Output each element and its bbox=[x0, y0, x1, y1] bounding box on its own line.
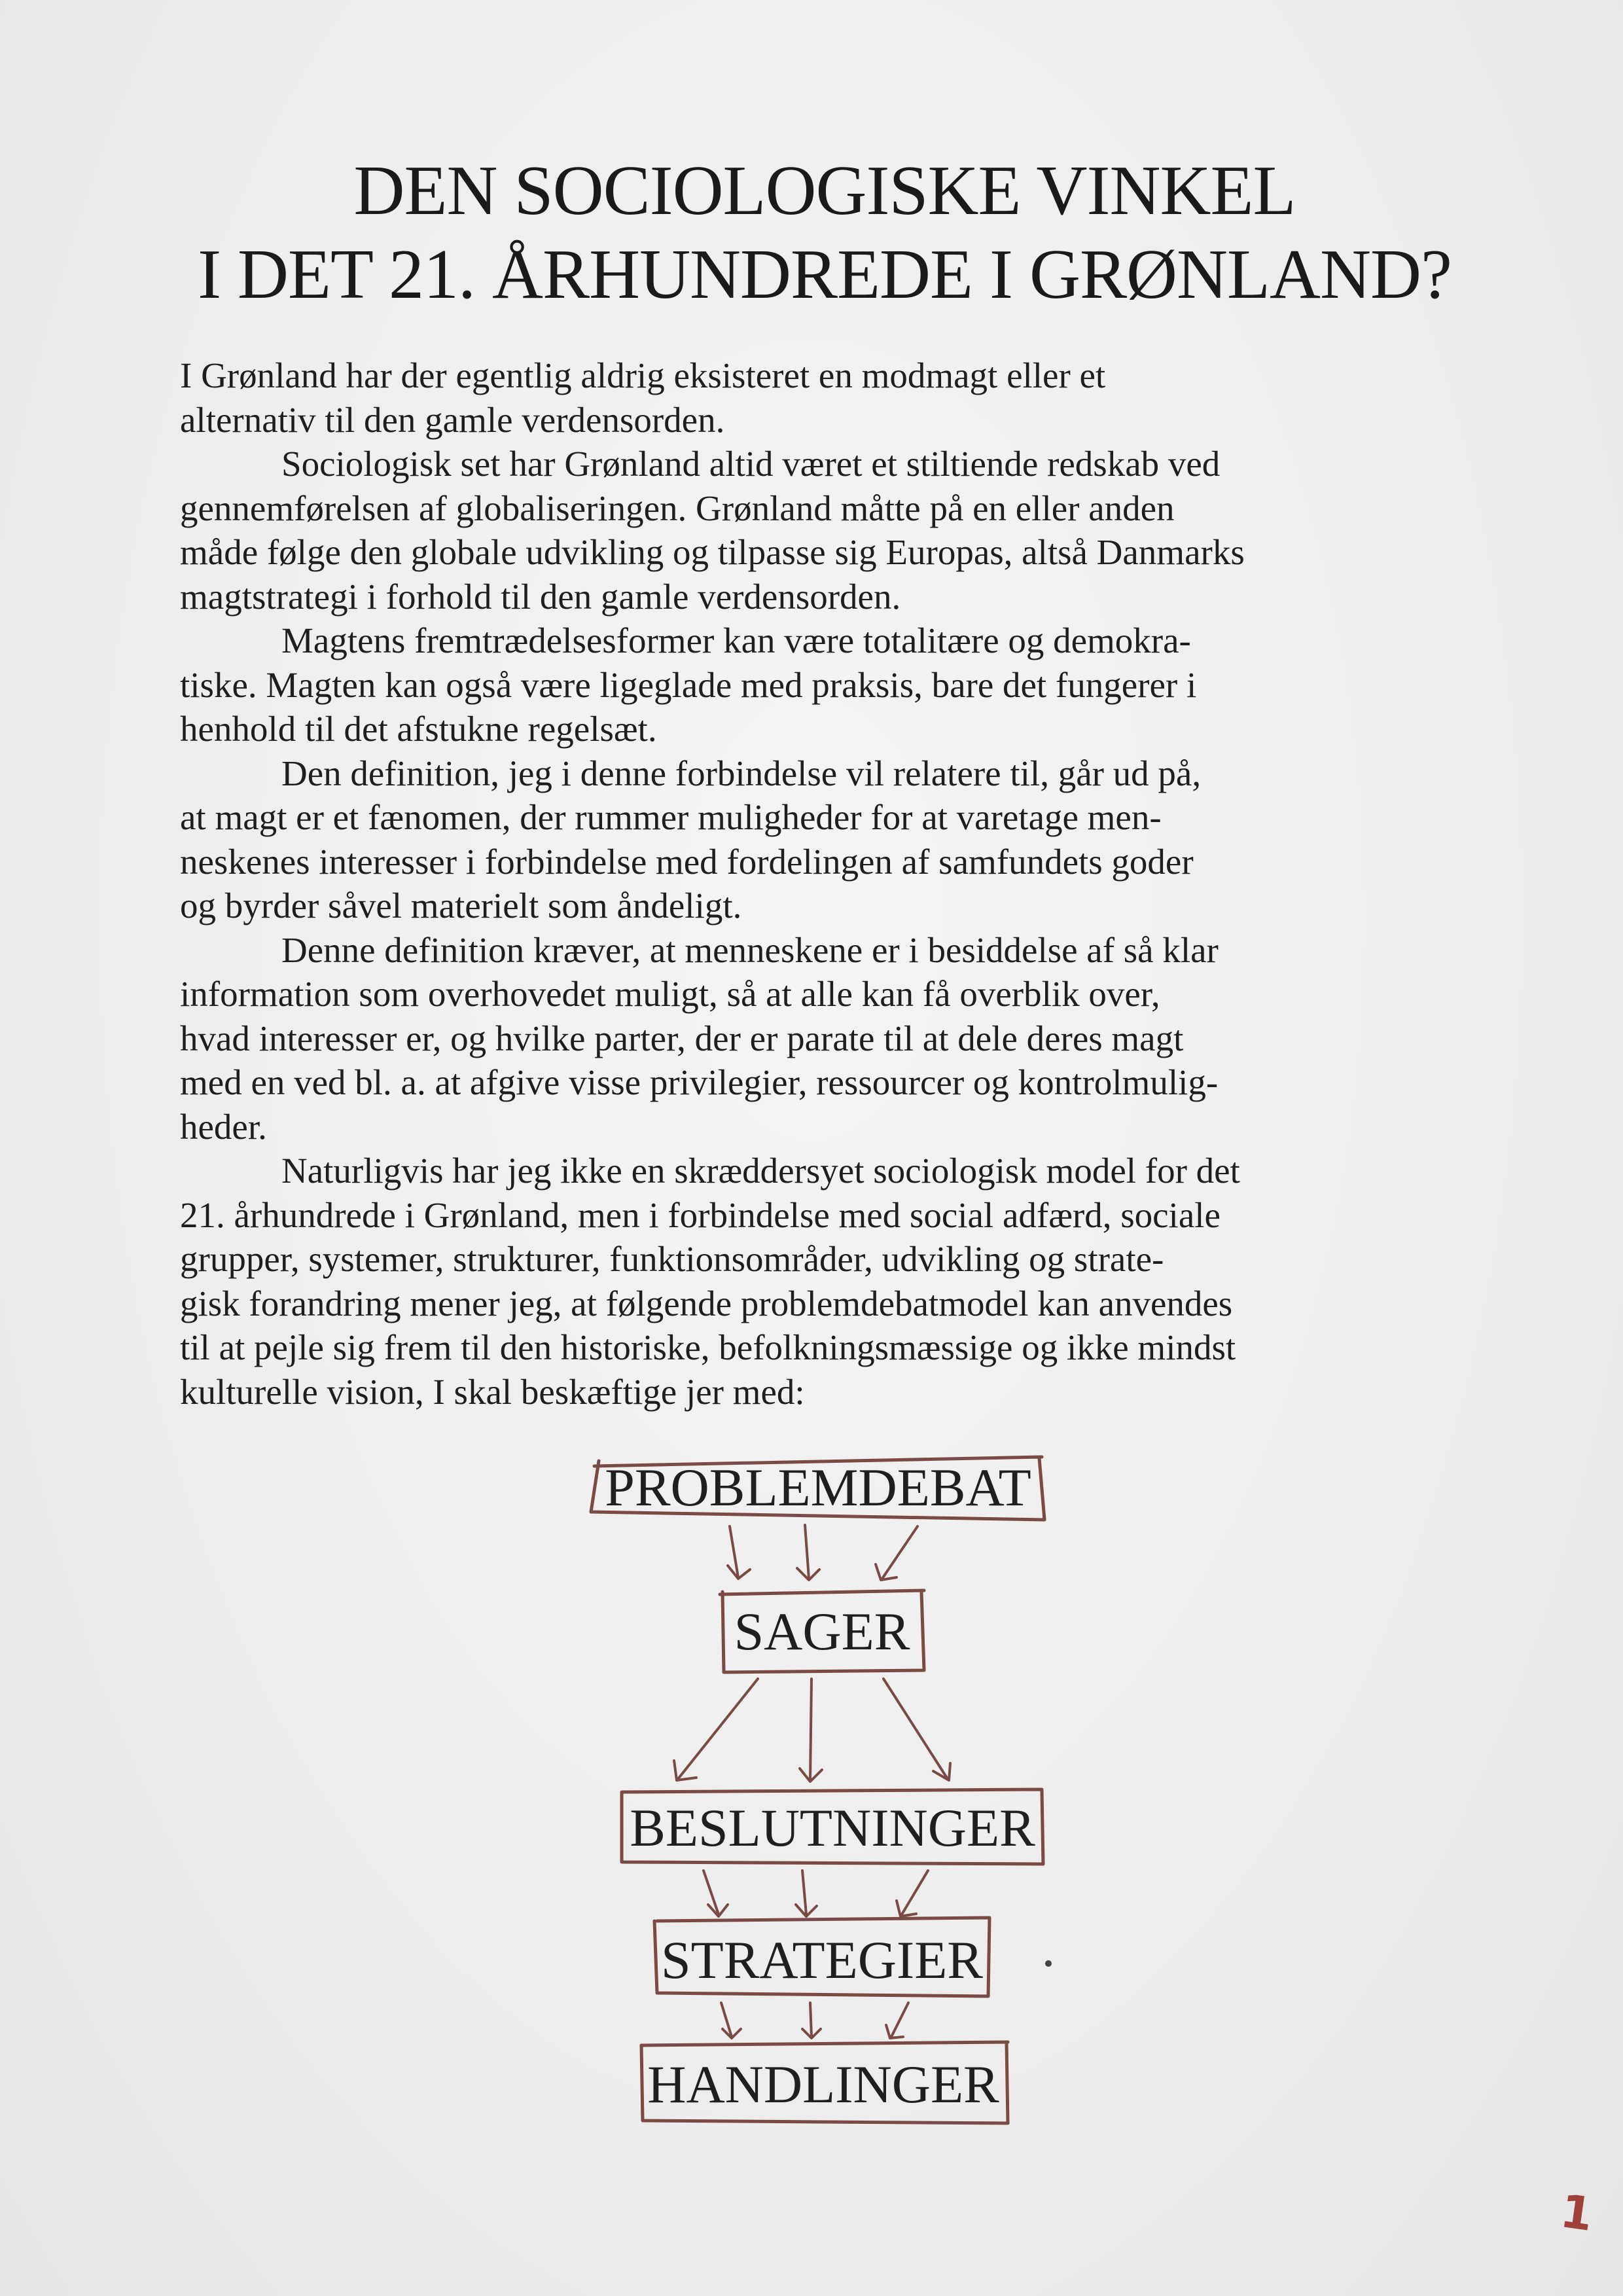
flow-node-sager: SAGER bbox=[734, 1602, 910, 1661]
text-line: og byrder såvel materielt som åndeligt. bbox=[180, 886, 742, 925]
flow-arrow bbox=[800, 1679, 822, 1782]
flow-arrow bbox=[886, 2003, 908, 2038]
paragraph-5 bbox=[180, 928, 1410, 1149]
flow-arrow bbox=[796, 1871, 817, 1916]
flow-arrow bbox=[674, 1679, 758, 1780]
flow-box-sager bbox=[720, 1590, 924, 1672]
flow-node-beslutninger: BESLUTNINGER bbox=[630, 1798, 1035, 1857]
text-line: gisk forandring mener jeg, at følgende problemdebatmodel kan anvendes bbox=[180, 1283, 1233, 1323]
text-line: at magt er et fænomen, der rummer muligheder for at varetage men- bbox=[180, 797, 1162, 837]
flow-arrow bbox=[897, 1871, 928, 1916]
flow-arrow bbox=[802, 2003, 821, 2038]
flow-arrow bbox=[728, 1526, 750, 1579]
text-line: Den definition, jeg i denne forbindelse vil relatere til, går ud på, bbox=[281, 753, 1202, 793]
page-number: 1 bbox=[1557, 2184, 1597, 2242]
text-line: Denne definition kræver, at menneskene er i besiddelse af så klar bbox=[281, 929, 1219, 970]
text-line: grupper, systemer, strukturer, funktionsområder, udvikling og strate- bbox=[180, 1239, 1164, 1279]
page-title bbox=[177, 149, 1472, 317]
text-line: gennemførelsen af globaliseringen. Grønland måtte på en eller anden bbox=[180, 488, 1175, 528]
flow-arrow bbox=[876, 1526, 918, 1580]
text-line: til at pejle sig frem til den historiske, befolkningsmæssige og ikke mindst bbox=[180, 1327, 1236, 1367]
text-line: tiske. Magten kan også være ligeglade med praksis, bare det fungerer i bbox=[180, 664, 1197, 705]
text-line: med en ved bl. a. at afgive visse privilegier, ressourcer og kontrolmulig- bbox=[180, 1062, 1219, 1102]
ink-dot bbox=[1045, 1960, 1052, 1967]
text-line: magtstrategi i forhold til den gamle verdensorden. bbox=[180, 576, 901, 617]
text-line: Magtens fremtrædelsesformer kan være totalitære og demokra- bbox=[281, 620, 1191, 660]
text-line: Naturligvis har jeg ikke en skræddersyet sociologisk model for det bbox=[281, 1151, 1240, 1191]
text-line: alternativ til den gamle verdensorden. bbox=[180, 399, 725, 440]
title-line-1: DEN SOCIOLOGISKE VINKEL bbox=[353, 152, 1296, 230]
text-line: neskenes interesser i forbindelse med fordelingen af samfundets goder bbox=[180, 841, 1194, 882]
text-line: henhold til det afstukne regelsæt. bbox=[180, 709, 657, 749]
text-line: måde følge den globale udvikling og tilpasse sig Europas, altså Danmarks bbox=[180, 532, 1245, 572]
paragraph-2 bbox=[180, 442, 1410, 619]
flow-node-problemdebat: PROBLEMDEBAT bbox=[605, 1458, 1031, 1517]
text-line: information som overhovedet muligt, så at alle kan få overblik over, bbox=[180, 974, 1160, 1014]
flow-box-strategier bbox=[654, 1918, 990, 1996]
paragraph-3 bbox=[180, 619, 1410, 751]
text-line: hvad interesser er, og hvilke parter, der er parate til at dele deres magt bbox=[180, 1018, 1184, 1058]
flow-node-handlinger: HANDLINGER bbox=[647, 2054, 999, 2114]
body-text bbox=[180, 353, 1410, 1414]
text-line: kulturelle vision, I skal beskæftige jer med: bbox=[180, 1371, 805, 1412]
text-line: Sociologisk set har Grønland altid været et stiltiende redskab ved bbox=[281, 444, 1221, 484]
paragraph-1 bbox=[180, 353, 1410, 442]
text-line: heder. bbox=[180, 1106, 267, 1147]
flow-arrow bbox=[883, 1679, 950, 1780]
title-line-2: I DET 21. ÅRHUNDREDE I GRØNLAND? bbox=[198, 236, 1452, 314]
paragraph-4 bbox=[180, 751, 1410, 928]
flow-box-beslutninger bbox=[622, 1789, 1043, 1864]
flow-arrow bbox=[797, 1525, 819, 1580]
flow-box-problemdebat bbox=[591, 1457, 1044, 1520]
flow-arrow bbox=[704, 1871, 728, 1916]
text-line: I Grønland har der egentlig aldrig eksisteret en modmagt eller et bbox=[180, 355, 1106, 395]
flow-arrow bbox=[721, 2003, 741, 2038]
flow-node-strategier: STRATEGIER bbox=[661, 1930, 983, 1990]
paragraph-6 bbox=[180, 1149, 1410, 1414]
flow-box-handlinger bbox=[641, 2042, 1008, 2123]
text-line: 21. århundrede i Grønland, men i forbindelse med social adfærd, sociale bbox=[180, 1194, 1221, 1235]
